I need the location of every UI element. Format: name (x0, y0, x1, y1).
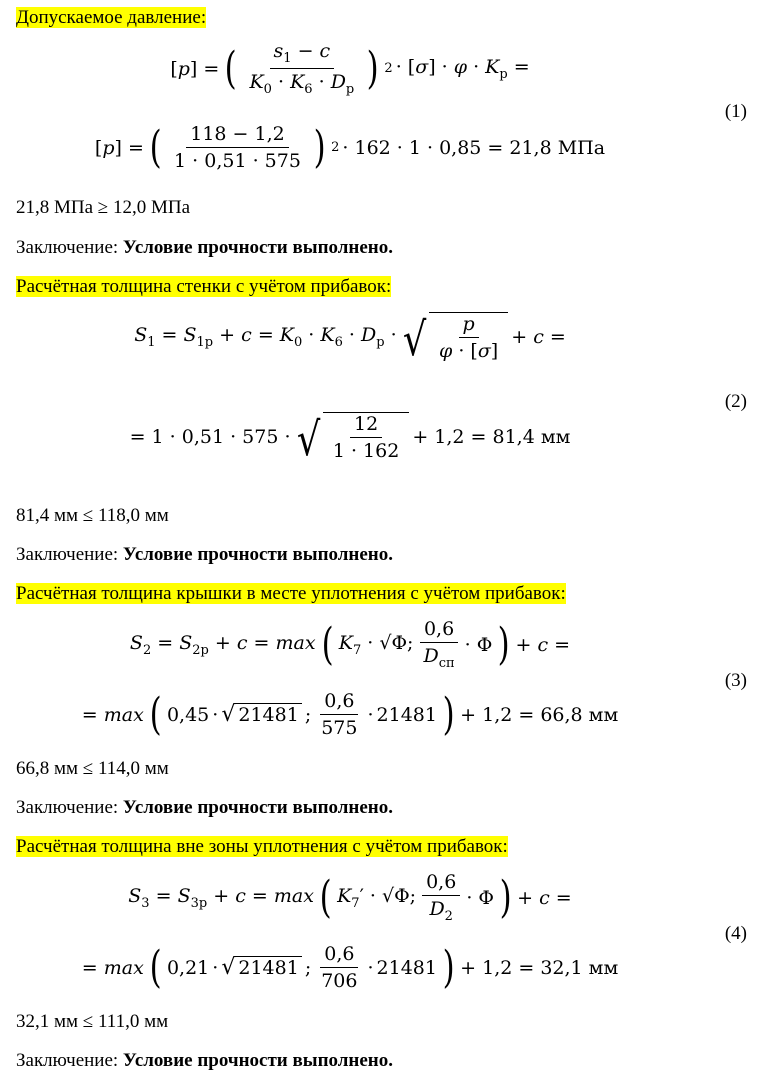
comparison-3: 66,8 мм ≤ 114,0 мм (16, 758, 169, 779)
equation-2-line-1: $S_1 = S_{1р} + c = K_0 \cdot K_6 \cdot D_р$ · √ $\frac{p}{\varphi \cdot [\sigma]}$ + c = (134, 312, 566, 366)
section-4-heading: Расчётная толщина вне зоны уплотнения с учётом прибавок: (16, 836, 508, 857)
section-1-heading: Допускаемое давление: (16, 7, 207, 28)
equation-2-line-2: = 1 · 0,51 · 575 · √ $\frac{12}{1 \cdot 162}$ + 1,2 = 81,4 мм (129, 412, 571, 466)
equation-4-line-1: $S_3 = S_{3р} + c = \max$ ( $K_7' \cdot √\Phi$; $\frac{0,6}{D_2}$ · Φ ) + c = (128, 871, 572, 924)
comparison-1: 21,8 МПа ≥ 12,0 МПа (16, 197, 191, 218)
conclusion-4: Заключение: Условие прочности выполнено. (16, 1050, 394, 1071)
section-3-heading: Расчётная толщина крышки в месте уплотнения с учётом прибавок: (16, 583, 566, 604)
equation-1-number: (1) (724, 101, 747, 122)
section-2-heading: Расчётная толщина стенки с учётом прибавок: (16, 276, 392, 297)
equation-2-number: (2) (724, 391, 747, 412)
conclusion-2: Заключение: Условие прочности выполнено. (16, 544, 394, 565)
equation-3-number: (3) (724, 670, 747, 691)
equation-4-number: (4) (724, 923, 747, 944)
conclusion-3: Заключение: Условие прочности выполнено. (16, 797, 394, 818)
comparison-2: 81,4 мм ≤ 118,0 мм (16, 505, 169, 526)
equation-3-line-2: = max ( 0,45 · √ 21481 ; $\frac{0,6}{575}$ · 21481 ) + 1,2 = 66,8 мм (81, 688, 619, 740)
equation-1-line-1: [p] = ( $\frac{s_1 - c}{K_0 \cdot K_6 \cdot D_р}$ ) 2 · $[\sigma] \cdot \varphi \cdot K_р$ = (170, 40, 530, 97)
comparison-4: 32,1 мм ≤ 111,0 мм (16, 1011, 169, 1032)
equation-1-line-2: [p] = ( $\frac{118 - 1,2}{1 \cdot 0,51 \cdot 575}$ ) 2 · 162 · 1 · 0,85 = 21,8 МПа (94, 121, 606, 173)
conclusion-1: Заключение: Условие прочности выполнено. (16, 237, 394, 258)
equation-4-line-2: = max ( 0,21 · √ 21481 ; $\frac{0,6}{706}$ · 21481 ) + 1,2 = 32,1 мм (81, 941, 619, 993)
equation-3-line-1: $S_2 = S_{2р} + c = \max$ ( $K_7 \cdot √\Phi$; $\frac{0,6}{D_{сп}}$ · Φ ) + c = (129, 618, 571, 671)
